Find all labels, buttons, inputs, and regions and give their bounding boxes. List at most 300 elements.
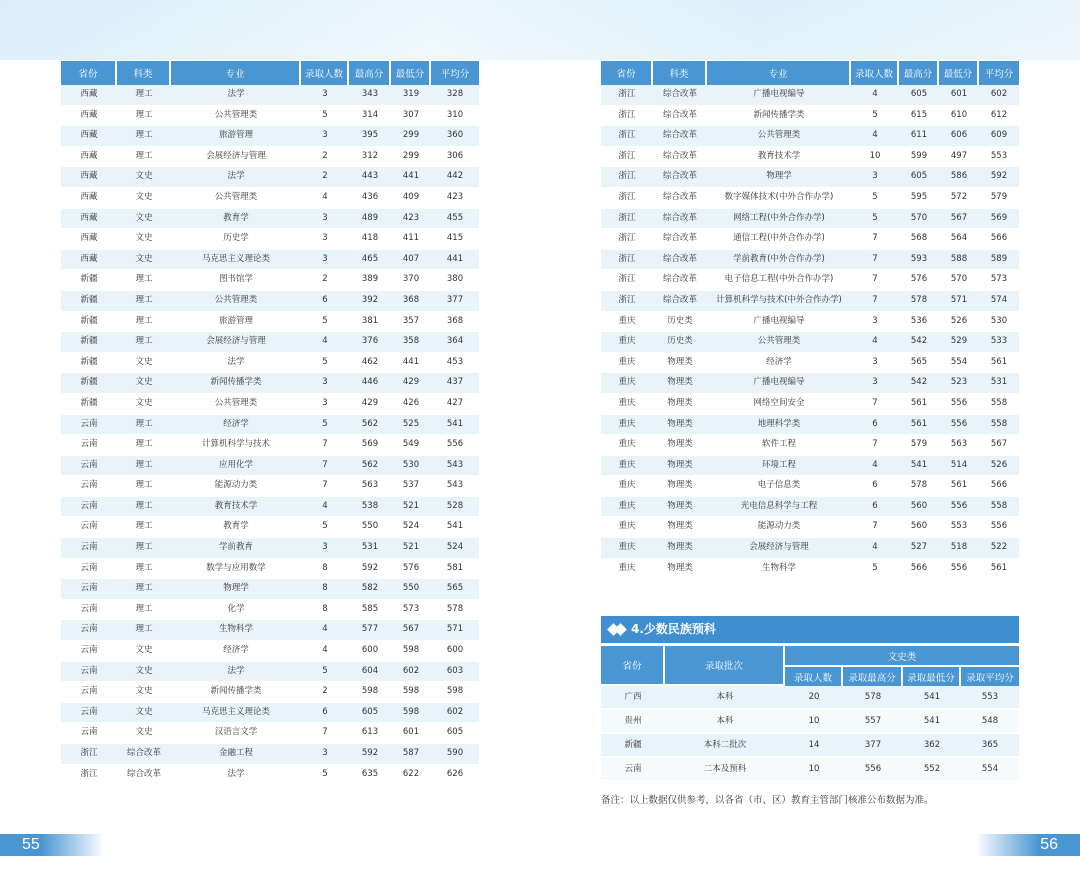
table-cell: 8 <box>301 559 349 580</box>
table-cell: 5 <box>851 209 899 230</box>
table-row <box>61 270 479 291</box>
table-cell: 407 <box>391 250 431 271</box>
table-cell: 历史类 <box>653 332 707 353</box>
table-cell: 3 <box>301 209 349 230</box>
header-row <box>601 61 1019 85</box>
table-cell: 综合改革 <box>653 126 707 147</box>
table-cell: 物理类 <box>653 415 707 436</box>
table-cell: 622 <box>391 765 431 786</box>
table-cell: 563 <box>939 435 979 456</box>
table-cell: 新闻传播学类 <box>707 106 851 127</box>
table-cell: 582 <box>349 579 391 600</box>
table-cell: 489 <box>349 209 391 230</box>
col-header-admitted: 录取人数 <box>785 667 843 686</box>
table-cell: 558 <box>979 415 1019 436</box>
table-row <box>61 765 479 786</box>
table-cell: 578 <box>899 476 939 497</box>
table-cell: 526 <box>939 312 979 333</box>
table-row <box>601 497 1019 518</box>
table-cell: 法学 <box>171 167 301 188</box>
table-cell: 603 <box>431 662 479 683</box>
table-cell: 云南 <box>61 662 117 683</box>
table-row <box>61 662 479 683</box>
top-background <box>0 0 1080 60</box>
table-cell: 重庆 <box>601 476 653 497</box>
table-cell: 理工 <box>117 497 171 518</box>
table-row <box>601 353 1019 374</box>
table-row <box>61 353 479 374</box>
table-cell: 427 <box>431 394 479 415</box>
table-cell: 公共管理类 <box>171 394 301 415</box>
table-cell: 物理类 <box>653 517 707 538</box>
table-cell: 公共管理类 <box>171 106 301 127</box>
table-cell: 西藏 <box>61 147 117 168</box>
table-cell: 5 <box>851 188 899 209</box>
table-cell: 418 <box>349 229 391 250</box>
footnote: 备注：以上数据仅供参考，以各省（市、区）教育主管部门核准公布数据为准。 <box>601 795 934 806</box>
table-cell: 新闻传播学类 <box>171 682 301 703</box>
table-cell: 理工 <box>117 620 171 641</box>
col-header-max: 最高分 <box>899 61 939 85</box>
table-cell: 历史类 <box>653 312 707 333</box>
table-cell: 综合改革 <box>653 106 707 127</box>
table-cell: 学前教育(中外合作办学) <box>707 250 851 271</box>
table-cell: 579 <box>979 188 1019 209</box>
table-cell: 573 <box>391 600 431 621</box>
table-row <box>61 106 479 127</box>
table-cell: 公共管理类 <box>707 126 851 147</box>
col-header-batch: 录取批次 <box>665 646 785 686</box>
table-cell: 550 <box>349 517 391 538</box>
table-cell: 综合改革 <box>117 744 171 765</box>
table-cell: 4 <box>851 332 899 353</box>
table-cell: 西藏 <box>61 106 117 127</box>
table-cell: 云南 <box>61 703 117 724</box>
table-cell: 357 <box>391 312 431 333</box>
table-cell: 6 <box>301 291 349 312</box>
table-cell: 465 <box>349 250 391 271</box>
table-cell: 经济学 <box>707 353 851 374</box>
table-cell: 20 <box>785 686 843 710</box>
table-cell: 会展经济与管理 <box>171 147 301 168</box>
table-cell: 598 <box>391 682 431 703</box>
table-cell: 626 <box>431 765 479 786</box>
table-cell: 本科 <box>665 686 785 710</box>
table-cell: 4 <box>851 538 899 559</box>
table-row <box>601 250 1019 271</box>
table-cell: 云南 <box>61 435 117 456</box>
table-cell: 云南 <box>61 579 117 600</box>
table-row <box>601 435 1019 456</box>
table-cell: 广播电视编导 <box>707 312 851 333</box>
col-header-avg: 平均分 <box>431 61 479 85</box>
minority-prep-table <box>601 646 1019 782</box>
table-cell: 理工 <box>117 600 171 621</box>
table-cell: 552 <box>903 758 961 782</box>
table-cell: 综合改革 <box>653 188 707 209</box>
table-cell: 446 <box>349 373 391 394</box>
table-cell: 新疆 <box>61 270 117 291</box>
table-cell: 新疆 <box>61 394 117 415</box>
table-cell: 浙江 <box>601 270 653 291</box>
table-cell: 610 <box>939 106 979 127</box>
table-row <box>601 559 1019 580</box>
table-cell: 561 <box>939 476 979 497</box>
table-cell: 广播电视编导 <box>707 373 851 394</box>
table-cell: 云南 <box>601 758 665 782</box>
table-row <box>61 579 479 600</box>
table-cell: 577 <box>349 620 391 641</box>
table-cell: 法学 <box>171 353 301 374</box>
table-cell: 文史 <box>117 394 171 415</box>
table-cell: 8 <box>301 579 349 600</box>
table-cell: 4 <box>301 497 349 518</box>
table-cell: 数学与应用数学 <box>171 559 301 580</box>
table-cell: 理工 <box>117 517 171 538</box>
table-cell: 公共管理类 <box>171 291 301 312</box>
table-cell: 金融工程 <box>171 744 301 765</box>
table-cell: 380 <box>431 270 479 291</box>
table-cell: 314 <box>349 106 391 127</box>
table-cell: 文史 <box>117 662 171 683</box>
table-cell: 5 <box>851 559 899 580</box>
table-cell: 文史 <box>117 641 171 662</box>
table-cell: 云南 <box>61 517 117 538</box>
table-cell: 415 <box>431 229 479 250</box>
table-row <box>601 229 1019 250</box>
table-cell: 地理科学类 <box>707 415 851 436</box>
table-cell: 新疆 <box>61 291 117 312</box>
table-cell: 600 <box>349 641 391 662</box>
table-cell: 4 <box>301 188 349 209</box>
table-row <box>61 147 479 168</box>
table-cell: 浙江 <box>61 765 117 786</box>
table-cell: 442 <box>431 167 479 188</box>
table-cell: 4 <box>301 332 349 353</box>
table-row <box>61 291 479 312</box>
table-cell: 368 <box>431 312 479 333</box>
table-cell: 新闻传播学类 <box>171 373 301 394</box>
table-cell: 364 <box>431 332 479 353</box>
table-cell: 计算机科学与技术(中外合作办学) <box>707 291 851 312</box>
table-cell: 3 <box>301 126 349 147</box>
table-cell: 560 <box>899 517 939 538</box>
table-cell: 312 <box>349 147 391 168</box>
table-row <box>61 415 479 436</box>
table-cell: 558 <box>979 497 1019 518</box>
table-cell: 教育学 <box>171 209 301 230</box>
table-row <box>61 229 479 250</box>
table-cell: 公共管理类 <box>707 332 851 353</box>
table-cell: 物理类 <box>653 538 707 559</box>
table-row <box>601 270 1019 291</box>
table-cell: 429 <box>391 373 431 394</box>
table-cell: 411 <box>391 229 431 250</box>
table-cell: 综合改革 <box>653 209 707 230</box>
table-cell: 581 <box>431 559 479 580</box>
table-cell: 595 <box>899 188 939 209</box>
table-cell: 能源动力类 <box>171 476 301 497</box>
col-group-header: 文史类 <box>785 646 1019 667</box>
table-cell: 综合改革 <box>653 291 707 312</box>
table-cell: 重庆 <box>601 559 653 580</box>
table-cell: 14 <box>785 734 843 758</box>
table-cell: 云南 <box>61 600 117 621</box>
table-cell: 理工 <box>117 291 171 312</box>
table-cell: 455 <box>431 209 479 230</box>
table-cell: 4 <box>851 456 899 477</box>
table-cell: 3 <box>301 229 349 250</box>
table-cell: 602 <box>979 85 1019 106</box>
table-cell: 重庆 <box>601 353 653 374</box>
table-cell: 综合改革 <box>653 167 707 188</box>
table-row <box>61 476 479 497</box>
table-cell: 能源动力类 <box>707 517 851 538</box>
table-cell: 561 <box>979 353 1019 374</box>
table-cell: 376 <box>349 332 391 353</box>
table-cell: 542 <box>899 332 939 353</box>
table-cell: 605 <box>899 167 939 188</box>
table-cell: 562 <box>349 415 391 436</box>
table-cell: 556 <box>979 517 1019 538</box>
table-cell: 530 <box>391 456 431 477</box>
table-row <box>61 435 479 456</box>
table-cell: 教育学 <box>171 517 301 538</box>
table-cell: 569 <box>349 435 391 456</box>
table-cell: 云南 <box>61 456 117 477</box>
page-number-left: 55 <box>0 834 102 856</box>
table-cell: 543 <box>431 456 479 477</box>
table-cell: 物理学 <box>171 579 301 600</box>
table-cell: 文史 <box>117 188 171 209</box>
table-cell: 541 <box>431 517 479 538</box>
table-cell: 569 <box>979 209 1019 230</box>
table-cell: 443 <box>349 167 391 188</box>
table-cell: 567 <box>979 435 1019 456</box>
table-cell: 综合改革 <box>653 147 707 168</box>
table-cell: 理工 <box>117 476 171 497</box>
table-cell: 重庆 <box>601 394 653 415</box>
table-cell: 重庆 <box>601 456 653 477</box>
table-row <box>601 456 1019 477</box>
table-cell: 西藏 <box>61 250 117 271</box>
table-cell: 567 <box>939 209 979 230</box>
table-cell: 新疆 <box>61 353 117 374</box>
table-cell: 590 <box>431 744 479 765</box>
table-cell: 609 <box>979 126 1019 147</box>
col-header-admitted: 录取人数 <box>851 61 899 85</box>
table-cell: 604 <box>349 662 391 683</box>
table-cell: 化学 <box>171 600 301 621</box>
col-header-avg: 平均分 <box>979 61 1019 85</box>
table-cell: 598 <box>349 682 391 703</box>
table-cell: 浙江 <box>601 188 653 209</box>
table-row <box>61 85 479 106</box>
admission-table-right <box>601 61 1019 579</box>
table-cell: 529 <box>939 332 979 353</box>
table-cell: 文史 <box>117 723 171 744</box>
table-cell: 526 <box>979 456 1019 477</box>
table-cell: 566 <box>979 476 1019 497</box>
table-cell: 浙江 <box>601 250 653 271</box>
table-cell: 588 <box>939 250 979 271</box>
table-cell: 公共管理类 <box>171 188 301 209</box>
table-cell: 3 <box>301 744 349 765</box>
table-cell: 605 <box>899 85 939 106</box>
table-cell: 599 <box>899 147 939 168</box>
table-cell: 553 <box>979 147 1019 168</box>
table-cell: 578 <box>431 600 479 621</box>
table-cell: 462 <box>349 353 391 374</box>
table-row <box>601 710 1019 734</box>
col-header-min: 最低分 <box>939 61 979 85</box>
table-cell: 437 <box>431 373 479 394</box>
table-cell: 497 <box>939 147 979 168</box>
table-cell: 561 <box>899 415 939 436</box>
table-cell: 文史 <box>117 682 171 703</box>
table-cell: 云南 <box>61 476 117 497</box>
table-row <box>601 167 1019 188</box>
col-header-min: 录取最低分 <box>903 667 961 686</box>
table-cell: 368 <box>391 291 431 312</box>
table-cell: 7 <box>301 723 349 744</box>
table-cell: 600 <box>431 641 479 662</box>
table-cell: 理工 <box>117 415 171 436</box>
table-cell: 548 <box>961 710 1019 734</box>
table-row <box>61 682 479 703</box>
table-cell: 4 <box>301 641 349 662</box>
table-cell: 525 <box>391 415 431 436</box>
table-row <box>61 332 479 353</box>
table-cell: 441 <box>391 353 431 374</box>
table-cell: 物理类 <box>653 476 707 497</box>
table-cell: 旅游管理 <box>171 312 301 333</box>
table-cell: 589 <box>979 250 1019 271</box>
table-row <box>61 188 479 209</box>
table-cell: 理工 <box>117 106 171 127</box>
table-cell: 综合改革 <box>117 765 171 786</box>
table-cell: 云南 <box>61 723 117 744</box>
table-cell: 应用化学 <box>171 456 301 477</box>
table-cell: 5 <box>301 517 349 538</box>
table-cell: 马克思主义理论类 <box>171 703 301 724</box>
table-cell: 云南 <box>61 559 117 580</box>
table-cell: 566 <box>979 229 1019 250</box>
table-cell: 10 <box>785 758 843 782</box>
table-row <box>61 312 479 333</box>
table-cell: 计算机科学与技术 <box>171 435 301 456</box>
table-cell: 5 <box>301 415 349 436</box>
table-cell: 文史 <box>117 703 171 724</box>
table-cell: 光电信息科学与工程 <box>707 497 851 518</box>
table-cell: 524 <box>431 538 479 559</box>
table-row <box>61 744 479 765</box>
table-cell: 514 <box>939 456 979 477</box>
table-cell: 西藏 <box>61 167 117 188</box>
col-header-province: 省份 <box>601 61 653 85</box>
table-cell: 571 <box>431 620 479 641</box>
table-cell: 物理类 <box>653 353 707 374</box>
table-cell: 3 <box>301 394 349 415</box>
table-cell: 528 <box>431 497 479 518</box>
table-cell: 601 <box>939 85 979 106</box>
table-cell: 558 <box>979 394 1019 415</box>
table-cell: 经济学 <box>171 641 301 662</box>
table-cell: 教育技术学 <box>171 497 301 518</box>
table-cell: 浙江 <box>601 85 653 106</box>
table-cell: 理工 <box>117 147 171 168</box>
table-cell: 浙江 <box>61 744 117 765</box>
table-cell: 570 <box>939 270 979 291</box>
table-row <box>601 517 1019 538</box>
table-row <box>61 373 479 394</box>
table-cell: 578 <box>899 291 939 312</box>
table-cell: 物理类 <box>653 373 707 394</box>
table-row <box>601 147 1019 168</box>
admission-table-left <box>61 61 479 785</box>
table-cell: 重庆 <box>601 497 653 518</box>
table-row <box>601 476 1019 497</box>
table-cell: 法学 <box>171 662 301 683</box>
table-cell: 10 <box>851 147 899 168</box>
table-cell: 561 <box>979 559 1019 580</box>
table-row <box>601 106 1019 127</box>
table-cell: 综合改革 <box>653 250 707 271</box>
table-cell: 567 <box>391 620 431 641</box>
table-cell: 531 <box>979 373 1019 394</box>
table-cell: 573 <box>979 270 1019 291</box>
table-cell: 565 <box>431 579 479 600</box>
table-cell: 3 <box>851 353 899 374</box>
table-cell: 7 <box>301 435 349 456</box>
table-cell: 556 <box>939 497 979 518</box>
table-cell: 7 <box>851 229 899 250</box>
col-header-max: 录取最高分 <box>843 667 903 686</box>
table-cell: 523 <box>939 373 979 394</box>
table-cell: 6 <box>851 476 899 497</box>
table-cell: 5 <box>851 106 899 127</box>
table-cell: 556 <box>939 415 979 436</box>
table-cell: 565 <box>899 353 939 374</box>
table-cell: 561 <box>899 394 939 415</box>
table-cell: 310 <box>431 106 479 127</box>
section-title: 4.少数民族预科 <box>631 622 716 636</box>
table-row <box>601 85 1019 106</box>
table-cell: 2 <box>301 682 349 703</box>
table-cell: 法学 <box>171 85 301 106</box>
table-cell: 图书馆学 <box>171 270 301 291</box>
table-cell: 5 <box>301 106 349 127</box>
table-cell: 云南 <box>61 641 117 662</box>
table-cell: 7 <box>301 476 349 497</box>
table-cell: 556 <box>431 435 479 456</box>
section-banner <box>601 616 1019 643</box>
table-row <box>601 734 1019 758</box>
table-row <box>601 291 1019 312</box>
table-cell: 531 <box>349 538 391 559</box>
table-cell: 360 <box>431 126 479 147</box>
table-cell: 358 <box>391 332 431 353</box>
table-row <box>61 456 479 477</box>
table-cell: 7 <box>851 394 899 415</box>
table-cell: 423 <box>391 209 431 230</box>
table-row <box>601 758 1019 782</box>
table-cell: 文史 <box>117 373 171 394</box>
table-cell: 浙江 <box>601 106 653 127</box>
table-cell: 3 <box>301 85 349 106</box>
table-cell: 560 <box>899 497 939 518</box>
col-header-avg: 录取平均分 <box>961 667 1019 686</box>
